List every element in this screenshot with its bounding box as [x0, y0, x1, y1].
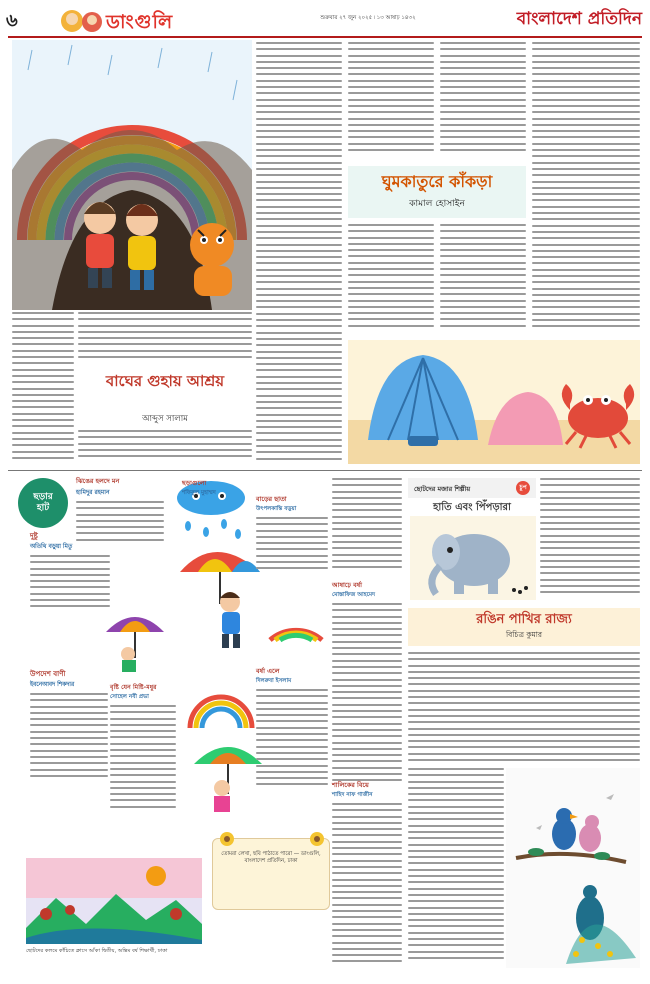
- poem-7-title: বর্ষা এলে: [256, 667, 280, 675]
- dateline: শুক্রবার ২৭ জুন ২০২৫ ৷ ১৩ আষাঢ় ১৪৩২: [320, 15, 416, 21]
- poem-4: [110, 682, 176, 817]
- poem-4-poet: সোহেল নবী প্রভা: [110, 694, 149, 700]
- kids-art-side-text: [540, 478, 640, 604]
- drawing-caption: ছোটদের কলমে কাঁচিতে ক্লাসে আঁকা দ্বিতীয়, অন্তিম বর্ষ শিক্ষার্থী, ঢাকা: [26, 948, 168, 954]
- poem-3: [30, 668, 108, 783]
- birds-author: বিচিত্র কুমার: [505, 630, 543, 639]
- page-number: ৬: [6, 10, 18, 31]
- birds-text-full: [408, 652, 640, 764]
- kids-drawing: [26, 858, 202, 944]
- poem-9: [332, 780, 402, 973]
- cave-story-text-bottom: [78, 430, 252, 464]
- poem-6-poet: উৎপলকান্তি বড়ুয়া: [256, 506, 297, 512]
- poem-8: [332, 580, 402, 793]
- poem-6: [256, 494, 328, 573]
- section-badge: ছড়ার হাট: [18, 478, 68, 528]
- poem-4-title: বৃষ্টি যেন মিষ্টি-মধুর: [110, 684, 157, 691]
- crab-story-title: ঘুমকাতুরে কাঁকড়া: [381, 172, 493, 191]
- poem-7: [256, 666, 328, 793]
- masthead: বাংলাদেশ প্রতিদিন: [516, 9, 642, 29]
- cave-illustration: [12, 40, 252, 310]
- rainbow-small-illustration: [186, 690, 256, 730]
- birds-illustration: [506, 768, 640, 968]
- crab-story-col1: [348, 42, 434, 160]
- poem-6-title: বাড়ের ছাতা: [256, 495, 287, 503]
- brand-badge: চুপ: [516, 481, 530, 495]
- cave-story-text-right: [256, 42, 342, 464]
- poem-2-title: দুষ্টু: [30, 531, 38, 540]
- poem-3-poet: ইবনেআবদ শিকদার: [30, 682, 75, 688]
- crab-story-author: কামাল হোসাইন: [409, 199, 465, 209]
- crab-story-col3: [532, 42, 640, 338]
- birds-title: রঙিন পাখির রাজ্য: [476, 612, 572, 627]
- poem-8-title: আষাঢ়ে বর্ষা: [332, 581, 363, 589]
- crab-story-col1b: [348, 224, 434, 336]
- kids-art-header: ছোটদের মজার শিল্পীয় চুপ: [408, 478, 536, 498]
- poem-8-poet: মোস্তাফিজ আহমেদ: [332, 592, 376, 598]
- poem-9-poet: শাহিদ নাফ গাজীন: [332, 792, 373, 798]
- cave-story-author: আব্দুস সালাম: [142, 414, 188, 424]
- birds-text-left: [408, 768, 504, 968]
- contact-box: তোমরা লেখা, ছবি পাঠাতে পারো — ডাংগুলি, বাংলাদেশ প্রতিদিন, ঢাকা: [212, 838, 330, 910]
- poem-7-poet: দিলরুবা ইসলাম: [256, 678, 292, 684]
- poem-column-continued: [332, 478, 402, 574]
- poem-2: [30, 530, 110, 611]
- poem-1-poet: হামিদুর রহমান: [76, 489, 110, 496]
- poem-5-title: ছড়াগুলো: [182, 480, 207, 487]
- sunflower-icon: [213, 829, 331, 847]
- birds-title-box: [408, 608, 640, 646]
- cave-story-title: বাঘের গুহায় আশ্রয়: [105, 372, 225, 390]
- poem-5-poet: শফিকুল মুহাম্মদ: [182, 490, 216, 496]
- crab-title-box: [348, 166, 526, 218]
- poem-9-title: শালিকের বিয়ে: [332, 781, 369, 789]
- poem-2-poet: অতিথি বড়ুয়া মিতু: [30, 544, 73, 550]
- elephant-illustration: [410, 516, 536, 600]
- poem-1-title: ঝিঙের হলদে মন: [76, 477, 120, 485]
- kids-art-title: হাতি এবং পিঁপড়ারা: [433, 502, 511, 513]
- crab-story-col2: [440, 42, 526, 160]
- poem-3-title: উপদেশ বাণী: [30, 669, 66, 678]
- crab-illustration: [348, 340, 640, 464]
- umbrella-small-illustration: [100, 604, 170, 674]
- section-logo: ডাংগুলি: [58, 6, 216, 36]
- crab-story-col2b: [440, 224, 526, 336]
- poem-5: [182, 478, 252, 498]
- cave-story-text-left: [12, 312, 74, 464]
- cave-story-text-mid: [78, 312, 252, 364]
